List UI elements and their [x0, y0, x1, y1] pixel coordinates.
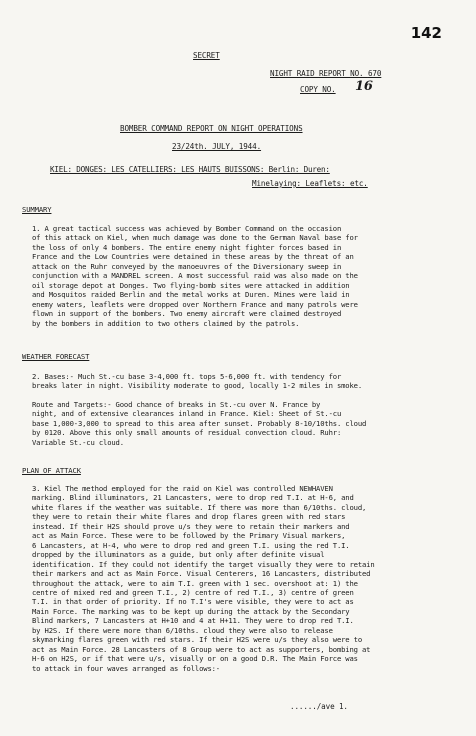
weather-route-paragraph [32, 400, 452, 447]
weather-line: breaks later in night. Visibility moderate to good, locally 1-2 miles in smoke. [32, 381, 363, 391]
copy-number-handwritten: 16 [355, 79, 373, 94]
weather-bases-paragraph [32, 372, 452, 391]
report-label: NIGHT RAID REPORT NO. [270, 69, 364, 78]
report-number: 670 [367, 69, 382, 78]
report-title: BOMBER COMMAND REPORT ON NIGHT OPERATIONS [120, 124, 303, 133]
summary-line: of this attack on Kiel, when much damage was done to the German Naval base for [32, 233, 358, 243]
weather-line: Variable St.-cu cloud. [32, 437, 124, 447]
weather-line: night, and of extensive clearances inland in France. Kiel: Sheet of St.-cu [32, 409, 342, 419]
plan-paragraph [32, 484, 452, 673]
page-number: 142 [410, 24, 442, 42]
summary-line: conjunction with a MANDREL screen. A most successful raid was also made on the [32, 271, 358, 281]
plan-line: skymarking flares green with red stars. If their H2S were u/s they also were to [32, 635, 363, 645]
plan-line: to attack in four waves arranged as follows:- [32, 663, 220, 673]
weather-line: base 1,000-3,000 to spread to this area after sunset. Probably 8-10/10ths. cloud [32, 418, 367, 428]
copy-label: COPY NO. [300, 85, 336, 94]
plan-line: act as Main Force. These were to be followed by the Primary Visual markers, [32, 531, 346, 541]
summary-line: attack on the Ruhr conveyed by the manoeuvres of the Diversionary sweep in [32, 261, 342, 271]
copy-number-line [300, 86, 336, 94]
summary-line: by the bombers in addition to two others claimed by the patrols. [32, 318, 300, 328]
summary-line: the loss of only 4 bombers. The entire enemy night fighter forces based in [32, 242, 342, 252]
plan-line: H-6 on H2S, or if that were u/s, visually or on a good D.R. The Main Force was [32, 654, 358, 664]
summary-line: France and the Low Countries were detained in these areas by the threat of an [32, 252, 354, 262]
weather-line: 2. Bases:- Much St.-cu base 3-4,000 ft. tops 5-6,000 ft. with tendency for [32, 372, 342, 381]
targets-line: KIEL: DONGES: LES CATELLIERS: LES HAUTS BUISSONS: Berlin: Duren: [50, 165, 330, 174]
summary-line: oil storage depot at Donges. Two flying-bomb sites were attacked in addition [32, 280, 350, 290]
plan-line: 3. Kiel The method employed for the raid on Kiel was controlled NEWHAVEN [32, 484, 333, 493]
summary-line: 1. A great tactical success was achieved by Bomber Command on the occasion [32, 224, 342, 233]
report-number-line [270, 70, 381, 78]
summary-heading: SUMMARY [22, 205, 52, 214]
plan-line: Blind markers, 7 Lancasters at H+10 and 4 at H+11. They were to drop red T.I. [32, 616, 354, 626]
plan-line: identification. If they could not identify the target visually they were to retain [32, 559, 375, 569]
classification-label: SECRET [193, 51, 220, 60]
plan-line: by H2S. If there were more than 6/10ths. cloud they were also to release [32, 625, 333, 635]
plan-line: centre of mixed red and green T.I., 2) centre of red T.I., 3) centre of green [32, 587, 354, 597]
plan-line: throughout the attack, were to aim T.I. green with 1 sec. overshoot at: 1) the [32, 578, 358, 588]
plan-line: Main Force. The marking was to be kept up during the attack by the Secondary [32, 606, 350, 616]
plan-line: marking. Blind illuminators, 21 Lancasters, were to drop red T.I. at H-6, and [32, 493, 354, 503]
plan-line: act as Main Force. 28 Lancasters of 8 Group were to act as supporters, bombing at [32, 644, 371, 654]
plan-line: they were to retain their white flares and drop flares green with red stars [32, 512, 346, 522]
weather-line: Route and Targets:- Good chance of breaks in St.-cu over N. France by [32, 400, 321, 409]
plan-line: 6 Lancasters, at H-4, who were to drop red and green T.I. using the red T.I. [32, 540, 350, 550]
summary-line: enemy waters, leaflets were dropped over Northern France and many patrols were [32, 299, 358, 309]
weather-heading: WEATHER FORECAST [22, 352, 90, 361]
plan-line: instead. If their H2S should prove u/s they were to retain their markers and [32, 521, 350, 531]
report-date: 23/24th. JULY, 1944. [172, 142, 262, 151]
summary-line: flown in support of the bombers. Two enemy aircraft were claimed destroyed [32, 309, 342, 319]
plan-line: their markers and act as Main Force. Visual Centerers, 16 Lancasters, distributed [32, 569, 371, 579]
summary-line: and Mosquitos raided Berlin and the metal works at Duren. Mines were laid in [32, 290, 350, 300]
plan-heading: PLAN OF ATTACK [22, 466, 81, 475]
targets-line-2: Minelaying: Leaflets: etc. [252, 179, 368, 188]
plan-line: dropped by the illuminators as a guide, but only after definite visual [32, 550, 325, 560]
weather-line: by 0120. Above this only small amounts of residual convection cloud. Ruhr: [32, 428, 342, 438]
continuation-note: ....../ave 1. [290, 702, 348, 711]
plan-line: white flares if the weather was suitable. If there was more than 6/10ths. cloud, [32, 502, 367, 512]
plan-line: T.I. in that order of priority. If no T.I's were visible, they were to act as [32, 597, 354, 607]
summary-paragraph [32, 224, 452, 328]
